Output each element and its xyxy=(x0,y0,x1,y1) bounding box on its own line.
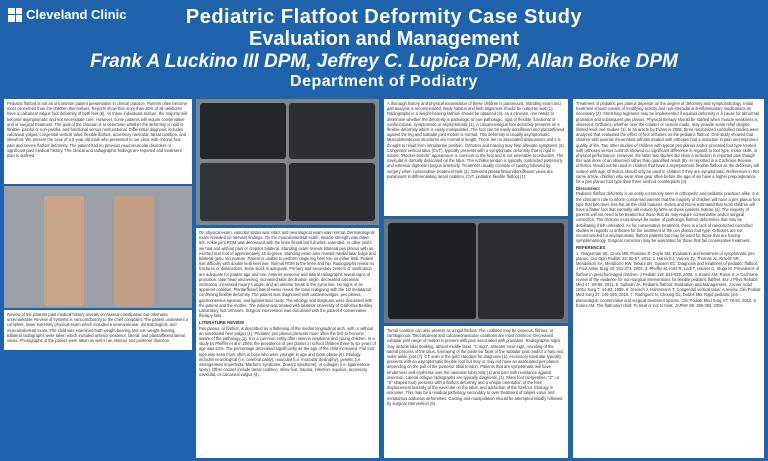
treatment-box xyxy=(573,99,764,458)
introduction-box xyxy=(4,99,192,184)
differential-text: A thorough history and physical examination of these children is paramount. Standing exam and gait analysis is recommended. Body habitus and limb alignment should be noted as well (1). Radiographs in a weight-bearing fashion should be obtained (2). As a clinician, one needs to determine whether the deformity is pathologic or non-pathologic, rigid or flexible, functional or nonfunctional, symptomatic or asymptomatic (1). A calcaneovalgus foot deformity presents as a flexible deformity which is easily manipulated. The foot can be easily dorsiflexed and plantarflexed against the leg and subtalar joint motion is normal. This deformity is usually asymptomatic. Musculotendinous structures are normal in length. There are no associated dislocations and it is thought to result from intrauterine position. Orthotics and bracing may help alleviate symptoms (3). Congenital vertical talus (CVT), typically presents with a symptomatic deformity that is rigid in nature. "Rocker-bottom" appearance is common to the foot and is not amenable to reduction. The navicular is dorsally dislocated on the talus. The Achilles tendon is typically contracted posteriorly and extensor digitorum longus anteriorly. Treatment usually consists of casting followed by surgery when conservative treatment fails (4). Stressed plantarflexion/dorsiflexion views are paramount in differentiating tarsal coalition, CVT, pediatric flexible flatfoot (1). xyxy=(387,101,565,179)
differential-box xyxy=(384,99,568,216)
poster-authors: Frank A Luckino III DPM, Jeffrey C. Lupica DPM, Allan Boike DPM xyxy=(90,51,678,72)
coalition-box xyxy=(384,326,568,458)
clinical-photos xyxy=(384,219,568,323)
references-text: 1. Yeagerman SE, Cross MB, Positano R, Doyle SM. Evaluation and treatment of symptomatic pes planus. Cur Opin Pediatr 23: 60-67, 2011. 2. Harris EJ, Vanore JV, Thomas JL, Kravitz SR, Mendelson SA, Mendicino RW, Silvani SH, Gassen SC. Diagnosis and treatment of pediatric flatfoot. J Foot Ankle Surg 43: 341-373, 2004. 3. Pfeiffer M, Kotz R, Ledl T, Hauser G, Sluga M. Prevalence of flatfoot in preschool-aged children. J Pediatr 118: 634-639, 2006. 4. Evans AM, Rome K. A Cochrane review of the evidence for non-surgical interventions for flexible pediatric flatfeet. Eur J Phys Rehabil Med 47: 69-89, 2011. 5. Sullivan JA. Pediatric flatfoot: Evaluation and Management. J Amer Acad Ortho Surg 7: 44-53, 1999. 6. Jerosch J, Hamsmann T. Congenital vertical talus: A review. Clin Podiatr Med Surg 27: 145-155, 2010. 7. Rodriguez N, Choung DJ, Dobbs MB. Rigid pediatric pes planovalgus: conservative and surgical treatment options. Clin Podiatr Med Surg 27: 79-92, 2010. 8. Evans AM. The flatfooted child: To treat or not to treat. JAPMA 98: 386-393, 2008. xyxy=(576,250,761,308)
history-text: Review of the patients past medical history reveals occasional constipation but otherwise unremarkable. Review of systems is noncontributory to the chief complaint. The patient underwent a complete, lower extremity physical exam which included a neurovascular, dermatological, and musculoskeletal exam. The child was examined both weight-bearing and non weight-bearing. Bilateral radiographs were taken which included anterior-posterior, lateral, and plantarflexed lateral views. Photographs of the patient were taken as well in an anterior and posterior direction. xyxy=(7,312,189,344)
poster-department: Department of Podiatry xyxy=(290,73,478,90)
discussion-heading: Discussion: xyxy=(576,186,601,192)
coalition-text: Tarsal coalition can also present as a rigid flatfoot. The coalition may be osseous, fibrous, or cartilaginous. Talocalcaneal and calcaneonavicular coalitions are most common. Decreased subtalar joint range of motion is present with pain associated with pronation. Radiographic signs may include talar beaking, absent middle facet, "C-sign", anteater nose sign, rounding of the lateral process of the talus, narrowing of the posterior facet of the subtalar joint, and/or a halo and violet ankle joint (7). CT scan is the gold standard for diagnosis (1). Accessory navicular typically presents with an asymptomatic flexible foot but may or may not have an associated pes planus depending on the pull of the posterior tibial tendon. Patients that are symptomatic will have tenderness and erythema over the navicular tuberosity (1) and pain with resistance against inversion. Lateral oblique radiographs are typically diagnostic (1). Skew foot (serpentine, "Z", or "S" shaped foot) presents with a flatfoot deformity and a unique orientation of the feet: displacement laterally of the navicular on the talus, and adduction of the forefoot. Etiology is unknown. This may be a residual pathology secondary to over treatment of talipes varus and metatarsus adductus deformities. Casting and manipulation should be attempted initially followed by surgical intervention (5). xyxy=(387,328,564,406)
poster-title-line1: Pediatric Flatfoot Deformity Case Study xyxy=(185,6,583,28)
references-heading: REFERENCES xyxy=(576,245,606,251)
logo-text: Cleveland Clinic xyxy=(26,7,127,22)
history-box xyxy=(4,310,192,350)
introduction-text: Pediatric flatfoot is not an uncommon patient presentation in clinical practice. Parents often become most concerned than the children themselves. Reports show that more than 30% of all newborns have a calcaneal valgus foot deformity of both feet (6). As these individuals mature, the majority will become asymptomatic and not necessitate care. However, some patients will require conservative and or surgical treatment. The goal of the clinician is to determine whether the deformity is rigid or flexible, painful or non-painful, and functional versus nonfunctional. Differential diagnosis includes calcaneal valgus, congenital vertical talus, flexible flatfoot, accessory navicular, tarsal coalition, and skewfoot. We present the case of a 5 year old male who presented to our clinic with chronic foot pain and severe flatfoot deformity. The patient had no previous neuromuscular disorders or significant past medical history. The clinical and radiographic findings are reported and treatment plan is outlined. xyxy=(7,101,187,159)
discussion-text: Pediatric flatfoot deformity is an entity commonly seen in orthopedic and pediatric practices alike. It is the clinician's role to inform concerned parents that the majority of children will have a pes planus foot type that becomes less flat as the child matures. Evans and Rome estimated that most children will have a flatter foot that normally will reduce by 50% as these patients mature (4). The majority of parents will not need to be treated but those that do may require conservative and/or surgical correction. The clinician must always be aware of pathologic flatfoot deformities that may be debilitating if left untreated. As for conservative treatment, there is a lack of randomized controlled studies in regards to orthoses for the treatment of the pes planus foot type. Orthotics are not recommended for asymptomatic flatfoot patients but may be used for those that are having symptomatology. Surgical correction may be warranted for those that fail conservative treatment. xyxy=(576,191,760,244)
radiograph-images xyxy=(196,99,379,225)
literature-review-heading: LITERATURE REVIEW xyxy=(199,320,245,326)
patient-photo xyxy=(4,186,192,308)
poster-title-line2: Evaluation and Management xyxy=(248,28,520,50)
exam-box xyxy=(196,228,379,458)
treatment-text: Treatment of pediatric pes planus depends on the degree of deformity and symptomatology. Initial treatment should consist of modifying activity and non-steroidal anti-inflammatory medications as necessary (2). Stretching regimens may be implemented if equinus deformity is a cause for abnormal pronation and subsequent pes planus. Physical therapy should be started when muscle weakness is observed. Orthotics, whether over the counter or custom made, may provide some relief despite limited level one studies (1). In an article by Evans in 2008, three randomized controlled studies were analyzed that evaluated the effect of foot orthoses on the pediatric flatfoot. One study showed that children with juvenile rheumatoid arthritis treated with orthoses had a reduction in pain and improved quality of life. Two other studies of children with typical pes planus and/or pronated foot type treated with orthoses versus controls showed no significant difference in regards to foot type, motor skills, or physical performance. However, the latter two studies did show a reduction in reported pain though this was more of an observed rather than quantified result (8). As reported in a Cochrane Review orthotics should not be used in children that have a asymptomatic flexible flatfoot as the deformity will reduce with age. Orthotics should only be used in children if they are symptomatic. References in this same article, children who wear shoe gear often before the age of six have a higher preponderance for a pes planus foot type than there unshod counterparts (4). xyxy=(576,101,760,185)
literature-review-text: Pes planus, or flatfoot, is described as a flattening of the medial longitudinal arch, with or without an associated heel valgus (1). Pediatric pes planus presents more often the first to become aware of the pathology (2). It is a common entity often seen in newborns and young children. In a study by Pfeiffer et al in 2006, the prevalence of pes planus in school children three to six years of age was 44%. The percentage decreased significantly as the age of the child increased. Flat foot type was seen more often in boys who were younger in age and more obese (5). Etiology includes neurological (i.e. cerebral palsy), muscular (i.e. muscular dystrophy), genetic (i.e. osteogenesis imperfecta, Marfan's syndrome, Down's syndrome), or collagen (i.e. ligamentous laxity). Other causes include tarsal coalition, skew foot, trauma, infection, equinus, accessory navicular, or calcaneal valgus (4). xyxy=(199,325,376,378)
exam-text: On physical exam, vascular status was intact and neurological exam was normal. Dermatological exam revealed no relevant findings. On the musculoskeletal exam, muscle strength was rated 5/5. Ankle joint ROM was decreased with the knee flexed but full when extended. At other joints we had and without pain or crepitus bilateral. Standing exam reveals bilateral pes planus with an everted rear foot of approximately 15 degrees. Standing exam also reveals medial talar bulge and bilateral genu recurvatum. Patient is unable to perform single leg heel rise on either limb. Patient has difficulty with double limb heel rise. Normal ROM to the knee and hip. Radiographs reveal no fractures or dislocations. Bone stock is adequate. Primary and secondary centers of ossification are adequate for patient age and sex. Anterior-posterior and lateral radiographs reveal signs of pronation: talar head uncovering, increased talar declination angle, decreased calcaneal inclination, increased meary's angle, and an anterior break in the cyma line. No signs of an apparent coalition. Plantarflexed lateral views reveal the talus realigning with the 1st metatarsal confirming flexible deformity. The patient was diagnosed with calcaneovalgus, pes planus, gastrocnemius equinus, and ligamentous laxity. The etiology and diagnosis were discussed with the patient and the mother. The patient was treated with bilateral University of California Berkley Laboratory foot orthoses. Surgical intervention was discussed with the patient if conservative therapy fails. xyxy=(199,230,376,319)
